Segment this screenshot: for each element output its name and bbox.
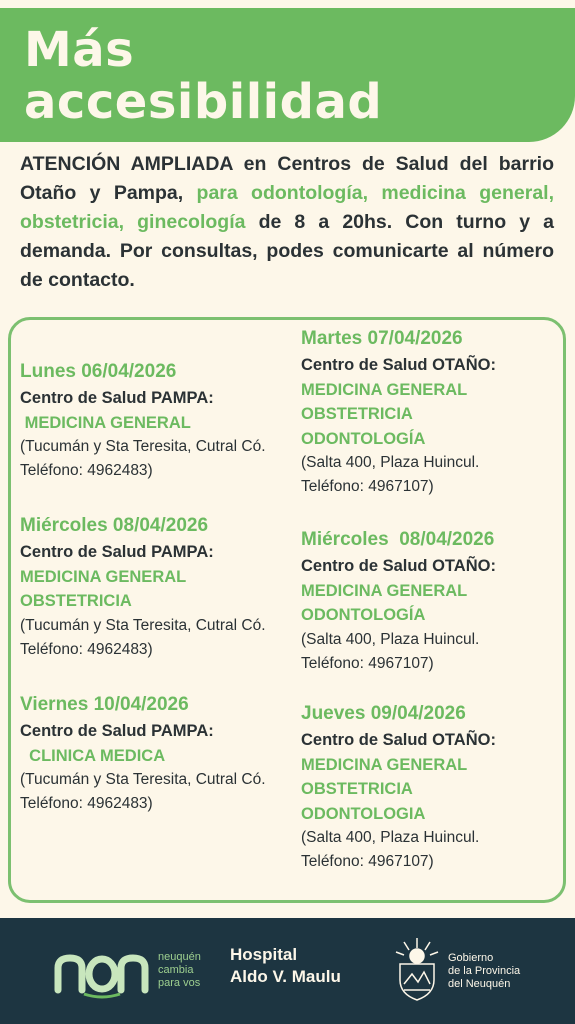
schedule-entry-right-1 — [301, 526, 496, 676]
schedule-entry-left-2 — [20, 691, 266, 816]
entry-phone: Teléfono: 4962483) — [20, 795, 153, 812]
entry-address: (Salta 400, Plaza Huincul. — [301, 829, 480, 846]
non-tagline-line: cambia — [158, 964, 194, 976]
entry-center: Centro de Salud OTAÑO: — [301, 731, 496, 749]
entry-address: (Tucumán y Sta Teresita, Cutral Có. — [20, 438, 266, 455]
entry-phone: Teléfono: 4962483) — [20, 640, 153, 658]
schedule-entry-right-2 — [301, 700, 496, 874]
entry-date: Jueves 09/04/2026 — [301, 703, 466, 724]
hospital-line: Hospital — [230, 945, 298, 964]
entry-center: Centro de Salud PAMPA: — [20, 543, 214, 561]
entry-address: (Tucumán y Sta Teresita, Cutral Có. — [20, 771, 266, 788]
entry-phone: Teléfono: 4967107) — [301, 654, 434, 672]
entry-center: Centro de Salud OTAÑO: — [301, 356, 496, 374]
entry-center: Centro de Salud PAMPA: — [20, 722, 214, 740]
intro-paragraph — [20, 150, 554, 295]
intro-highlight: para odontología, medicina general, obstetricia, ginecología — [20, 182, 554, 233]
entry-address: (Salta 400, Plaza Huincul. — [301, 454, 480, 471]
intro-part-1: ATENCIÓN AMPLIADA en Centros de Salud del barrio Otaño y Pampa, — [20, 153, 554, 204]
entry-date: Lunes 06/04/2026 — [20, 361, 177, 382]
entry-specialty: MEDICINA GENERAL — [301, 380, 468, 399]
entry-specialty: MEDICINA GENERAL — [20, 413, 191, 432]
neuquen-shield-icon — [392, 934, 442, 1006]
title-line-1: Más — [24, 22, 135, 78]
entry-phone: Teléfono: 4967107) — [301, 478, 434, 495]
entry-specialty: ODONTOLOGÍA — [301, 606, 426, 624]
schedule-entry-left-1 — [20, 512, 266, 662]
hospital-name — [230, 944, 341, 988]
entry-specialty: MEDICINA GENERAL — [20, 567, 187, 586]
entry-date: Viernes 10/04/2026 — [20, 694, 189, 715]
footer-bar — [0, 918, 575, 1024]
schedule-entry-right-0 — [301, 325, 496, 499]
non-logo-icon — [54, 948, 149, 1000]
intro-part-3: de 8 a 20hs. Con turno y a demanda. Por consultas, podes comunicarte al número de contacto. — [20, 211, 554, 291]
non-tagline-line: para vos — [158, 977, 201, 989]
gobierno-label — [448, 952, 520, 991]
page-title — [24, 24, 575, 128]
entry-date: Martes 07/04/2026 — [301, 328, 463, 349]
gobierno-line: del Neuquén — [448, 978, 511, 990]
non-tagline-line: neuquén — [158, 951, 201, 963]
schedule-entry-left-0 — [20, 358, 266, 483]
entry-specialty: OBSTETRICIA — [301, 405, 413, 423]
non-tagline — [158, 951, 201, 990]
entry-specialty: ODONTOLOGÍA — [301, 429, 426, 448]
entry-phone: Teléfono: 4967107) — [301, 853, 434, 870]
header-banner — [0, 8, 575, 142]
entry-specialty: CLINICA MEDICA — [20, 746, 166, 765]
entry-center: Centro de Salud OTAÑO: — [301, 557, 496, 575]
entry-specialty: ODONTOLOGIA — [301, 804, 426, 823]
entry-address: (Salta 400, Plaza Huincul. — [301, 630, 480, 648]
gobierno-line: de la Provincia — [448, 965, 521, 977]
hospital-line: Aldo V. Maulu — [230, 967, 341, 986]
entry-phone: Teléfono: 4962483) — [20, 462, 153, 479]
entry-specialty: MEDICINA GENERAL — [301, 755, 468, 774]
entry-specialty: OBSTETRICIA — [20, 592, 132, 610]
title-line-2: accesibilidad — [24, 74, 383, 130]
entry-date: Miércoles 08/04/2026 — [301, 529, 495, 550]
entry-specialty: OBSTETRICIA — [301, 780, 413, 798]
entry-address: (Tucumán y Sta Teresita, Cutral Có. — [20, 616, 266, 634]
entry-date: Miércoles 08/04/2026 — [20, 515, 209, 536]
entry-center: Centro de Salud PAMPA: — [20, 389, 214, 407]
gobierno-line: Gobierno — [448, 952, 494, 964]
entry-specialty: MEDICINA GENERAL — [301, 581, 468, 600]
